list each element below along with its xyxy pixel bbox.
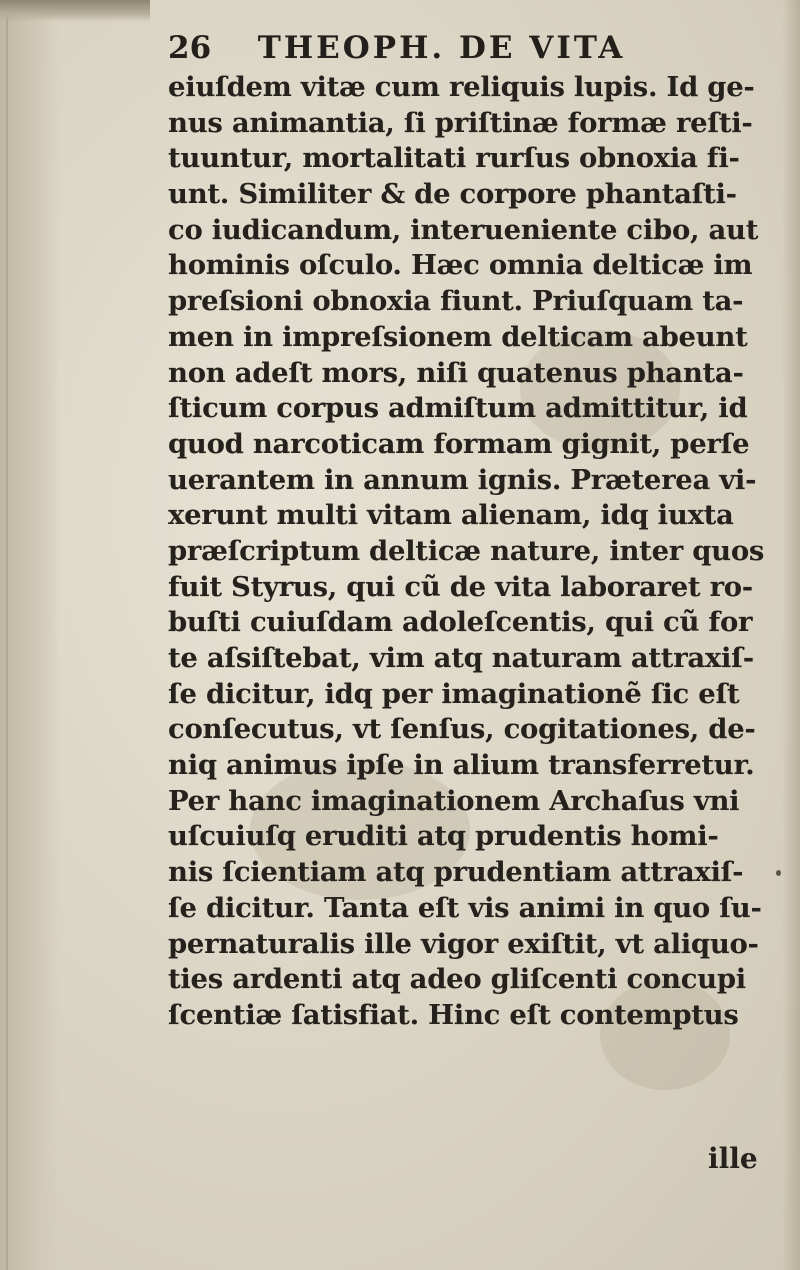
torn-corner bbox=[0, 0, 150, 22]
body-text bbox=[168, 70, 788, 1034]
binding-gutter bbox=[0, 0, 60, 1270]
text-line: quod narcoticam formam gignit, perſe bbox=[168, 427, 750, 460]
running-head bbox=[168, 30, 688, 70]
text-line: Per hanc imaginationem Archaſus vni bbox=[168, 784, 740, 817]
text-line: men in impreſsionem delticam abeunt bbox=[168, 320, 748, 353]
text-line: conſecutus, vt ſenſus, cogitationes, de- bbox=[168, 713, 756, 746]
text-line: xerunt multi vitam alienam, idq iuxta bbox=[168, 499, 734, 532]
catchword: ille bbox=[708, 1142, 758, 1175]
text-line: nis ſcientiam atq prudentiam attraxiſ- bbox=[168, 856, 744, 889]
text-line: non adeſt mors, niſi quatenus phanta- bbox=[168, 356, 744, 389]
text-line: ſcentiæ ſatisfiat. Hinc eſt contemptus bbox=[168, 998, 739, 1031]
text-line: co iudicandum, interueniente cibo, aut bbox=[168, 213, 759, 246]
text-line: præſcriptum delticæ nature, inter quos bbox=[168, 534, 765, 567]
text-line: tuuntur, mortalitati rurſus obnoxia fi- bbox=[168, 142, 740, 175]
gutter-line bbox=[6, 0, 8, 1270]
text-line: uſcuiuſq eruditi atq prudentis homi- bbox=[168, 820, 719, 853]
text-line: te aſsiſtebat, vim atq naturam attraxiſ- bbox=[168, 642, 754, 674]
ink-dot bbox=[776, 870, 781, 876]
text-line: preſsioni obnoxia fiunt. Priuſquam ta- bbox=[168, 285, 744, 318]
text-line: uerantem in annum ignis. Præterea vi- bbox=[168, 463, 757, 496]
text-line: unt. Similiter & de corpore phantaſti- bbox=[168, 178, 737, 211]
text-line: pernaturalis ille vigor exiſtit, vt aliquo- bbox=[168, 927, 759, 960]
text-line: ſticum corpus admiſtum admittitur, id bbox=[168, 392, 748, 425]
text-line: fuit Styrus, qui cũ de vita laboraret ro- bbox=[168, 570, 753, 603]
text-line: nus animantia, ſi priſtinæ formæ reſti- bbox=[168, 106, 753, 139]
page-number: 26 bbox=[168, 30, 212, 66]
text-line: buſti cuiuſdam adoleſcentis, qui cũ for bbox=[168, 606, 753, 639]
text-line: ſe dicitur, idq per imaginationẽ ſic eſt bbox=[168, 677, 740, 710]
running-head-title: THEOPH. DE VITA bbox=[257, 30, 626, 66]
text-line: niq animus ipſe in alium transferretur. bbox=[168, 749, 755, 782]
text-line: eiuſdem vitæ cum reliquis lupis. Id ge- bbox=[168, 71, 755, 103]
text-line: hominis oſculo. Hæc omnia delticæ im bbox=[168, 249, 753, 282]
text-line: ſe dicitur. Tanta eſt vis animi in quo ſu- bbox=[168, 891, 762, 924]
text-line: ties ardenti atq adeo gliſcenti concupi bbox=[168, 963, 746, 996]
